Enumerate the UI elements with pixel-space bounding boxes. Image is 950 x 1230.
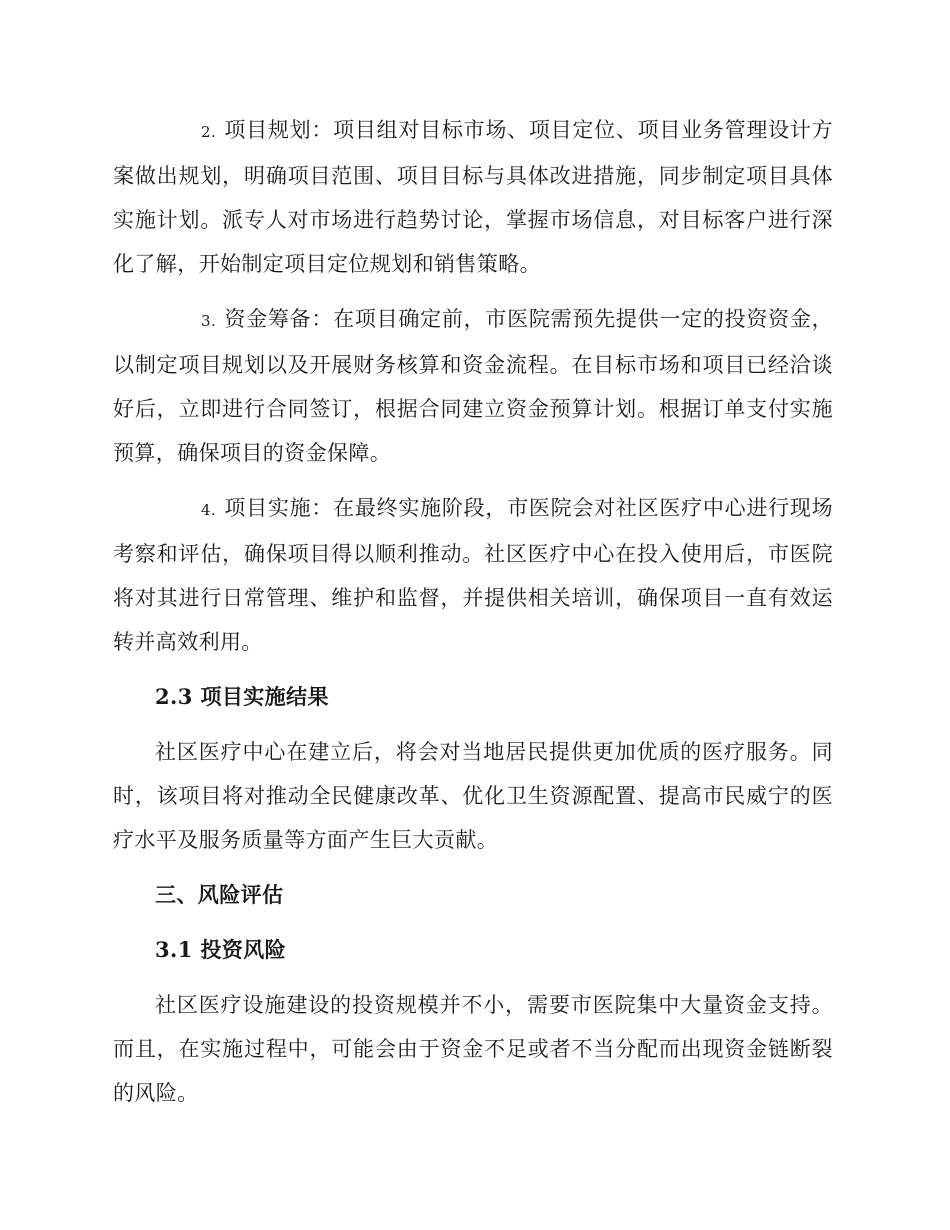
section-heading-3-1: 3.1 投资风险 bbox=[155, 937, 287, 962]
document-body bbox=[113, 108, 833, 1126]
list-item-number: 2. bbox=[201, 123, 217, 141]
list-item-fund-preparation bbox=[113, 297, 833, 475]
list-item-text: 项目规划：项目组对目标市场、项目定位、项目业务管理设计方案做出规划，明确项目范围、项目目标与具体改进措施，同步制定项目具体实施计划。派专人对市场进行趋势讨论，掌握市场信息，对目标客户进行深化了解，开始制定项目定位规划和销售策略。 bbox=[113, 118, 833, 276]
section-3-1-paragraph: 社区医疗设施建设的投资规模并不小，需要市医院集中大量资金支持。而且，在实施过程中，可能会由于资金不足或者不当分配而出现资金链断裂的风险。 bbox=[113, 993, 833, 1105]
chapter-heading-3: 三、风险评估 bbox=[155, 882, 284, 907]
list-item-project-planning bbox=[113, 108, 833, 286]
list-item-number: 3. bbox=[201, 312, 217, 330]
list-item-text: 资金筹备：在项目确定前，市医院需预先提供一定的投资资金，以制定项目规划以及开展财务核算和资金流程。在目标市场和项目已经洽谈好后，立即进行合同签订，根据合同建立资金预算计划。根据订单支付实施预算，确保项目的资金保障。 bbox=[113, 307, 833, 465]
section-2-3-paragraph: 社区医疗中心在建立后，将会对当地居民提供更加优质的医疗服务。同时，该项目将对推动全民健康改革、优化卫生资源配置、提高市民威宁的医疗水平及服务质量等方面产生巨大贡献。 bbox=[113, 740, 833, 852]
list-item-project-implementation bbox=[113, 486, 833, 664]
list-item-number: 4. bbox=[201, 501, 217, 519]
section-heading-2-3: 2.3 项目实施结果 bbox=[155, 684, 329, 709]
list-item-text: 项目实施：在最终实施阶段，市医院会对社区医疗中心进行现场考察和评估，确保项目得以顺利推动。社区医疗中心在投入使用后，市医院将对其进行日常管理、维护和监督，并提供相关培训，确保项目一直有效运转并高效利用。 bbox=[113, 496, 833, 654]
